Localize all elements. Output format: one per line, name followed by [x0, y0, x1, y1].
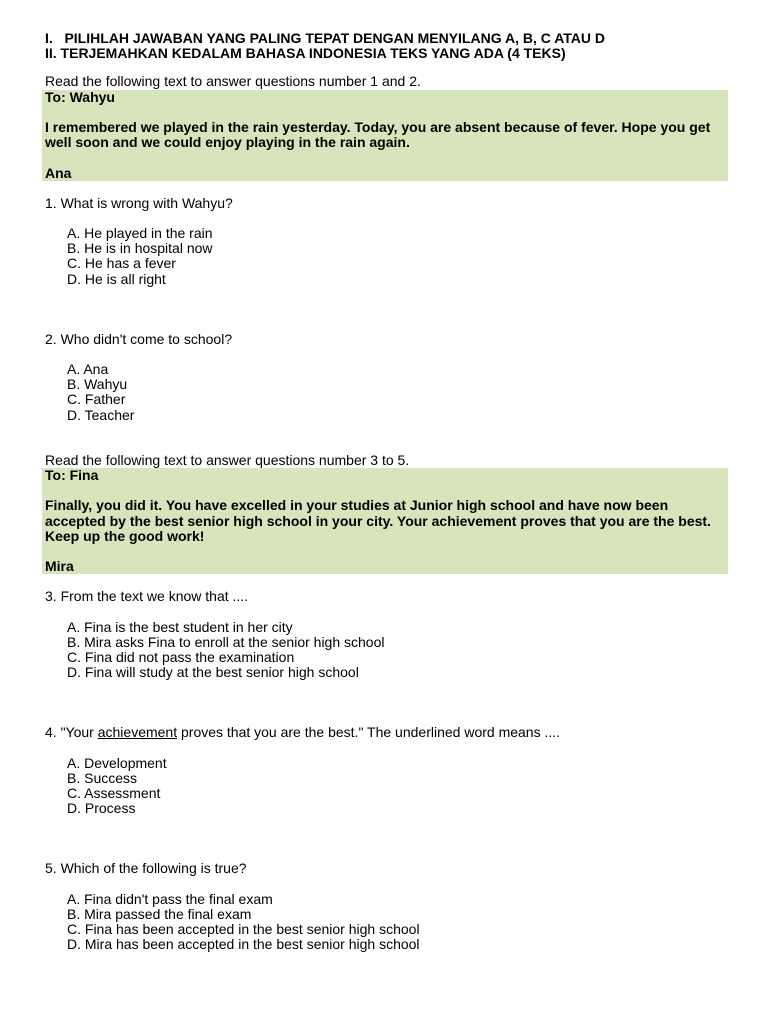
text1-from: Ana	[45, 164, 72, 181]
text1-to: To: Wahyu	[45, 88, 115, 105]
question-3-options	[45, 620, 725, 681]
q1-option-d: D. He is all right	[67, 270, 166, 287]
question-2-options	[45, 362, 725, 423]
text2-body: Finally, you did it. You have excelled in your studies at Junior high school and have now been accepted by the best senior high school in your city. Your achievement proves that you are the best. Keep up the good work!	[45, 497, 711, 544]
text1-intro: Read the following text to answer questions number 1 and 2.	[45, 73, 421, 90]
worksheet-page	[45, 31, 725, 952]
q2-option-b: B. Wahyu	[67, 376, 128, 393]
text1-body: I remembered we played in the rain yesterday. Today, you are absent because of fever. Hope you get well soon and we could enjoy playing in the rain again.	[45, 119, 711, 151]
q4-text-post: proves that you are the best." The underlined word means ....	[177, 724, 561, 741]
q1-option-c: C. He has a fever	[67, 255, 176, 272]
q2-option-a: A. Ana	[67, 361, 109, 378]
q4-text-pre: 4. "Your	[45, 724, 98, 741]
text2-box	[42, 468, 728, 574]
q4-option-a: A. Development	[67, 754, 167, 771]
question-5-options	[45, 892, 725, 953]
q4-option-b: B. Success	[67, 769, 138, 786]
q5-option-c: C. Fina has been accepted in the best senior high school	[67, 921, 420, 938]
text2-to: To: Fina	[45, 467, 99, 484]
instruction-2: II. TERJEMAHKAN KEDALAM BAHASA INDONESIA TEKS YANG ADA (4 TEKS)	[45, 45, 566, 62]
q3-option-a: A. Fina is the best student in her city	[67, 618, 293, 635]
question-4	[45, 725, 725, 740]
q3-option-c: C. Fina did not pass the examination	[67, 649, 295, 666]
question-1: 1. What is wrong with Wahyu?	[45, 194, 233, 211]
question-1-options	[45, 226, 725, 287]
q2-option-c: C. Father	[67, 391, 126, 408]
question-4-options	[45, 756, 725, 817]
q4-option-c: C. Assessment	[67, 785, 161, 802]
q4-underlined-word: achievement	[97, 724, 178, 741]
q3-option-b: B. Mira asks Fina to enroll at the senior high school	[67, 633, 385, 650]
q5-option-a: A. Fina didn't pass the final exam	[67, 890, 273, 907]
instruction-1: I. PILIHLAH JAWABAN YANG PALING TEPAT DENGAN MENYILANG A, B, C ATAU D	[45, 30, 606, 46]
q4-option-d: D. Process	[67, 800, 136, 817]
question-3: 3. From the text we know that ....	[45, 588, 249, 605]
text2-intro: Read the following text to answer questions number 3 to 5.	[45, 451, 410, 468]
q2-option-d: D. Teacher	[67, 406, 135, 423]
text1-box	[42, 90, 728, 181]
q1-option-b: B. He is in hospital now	[67, 240, 213, 257]
q1-option-a: A. He played in the rain	[67, 225, 213, 241]
question-2: 2. Who didn't come to school?	[45, 330, 233, 347]
question-5: 5. Which of the following is true?	[45, 860, 247, 877]
q5-option-b: B. Mira passed the final exam	[67, 905, 252, 922]
q3-option-d: D. Fina will study at the best senior high school	[67, 664, 359, 681]
text2-from: Mira	[45, 558, 74, 575]
q5-option-d: D. Mira has been accepted in the best senior high school	[67, 936, 420, 953]
